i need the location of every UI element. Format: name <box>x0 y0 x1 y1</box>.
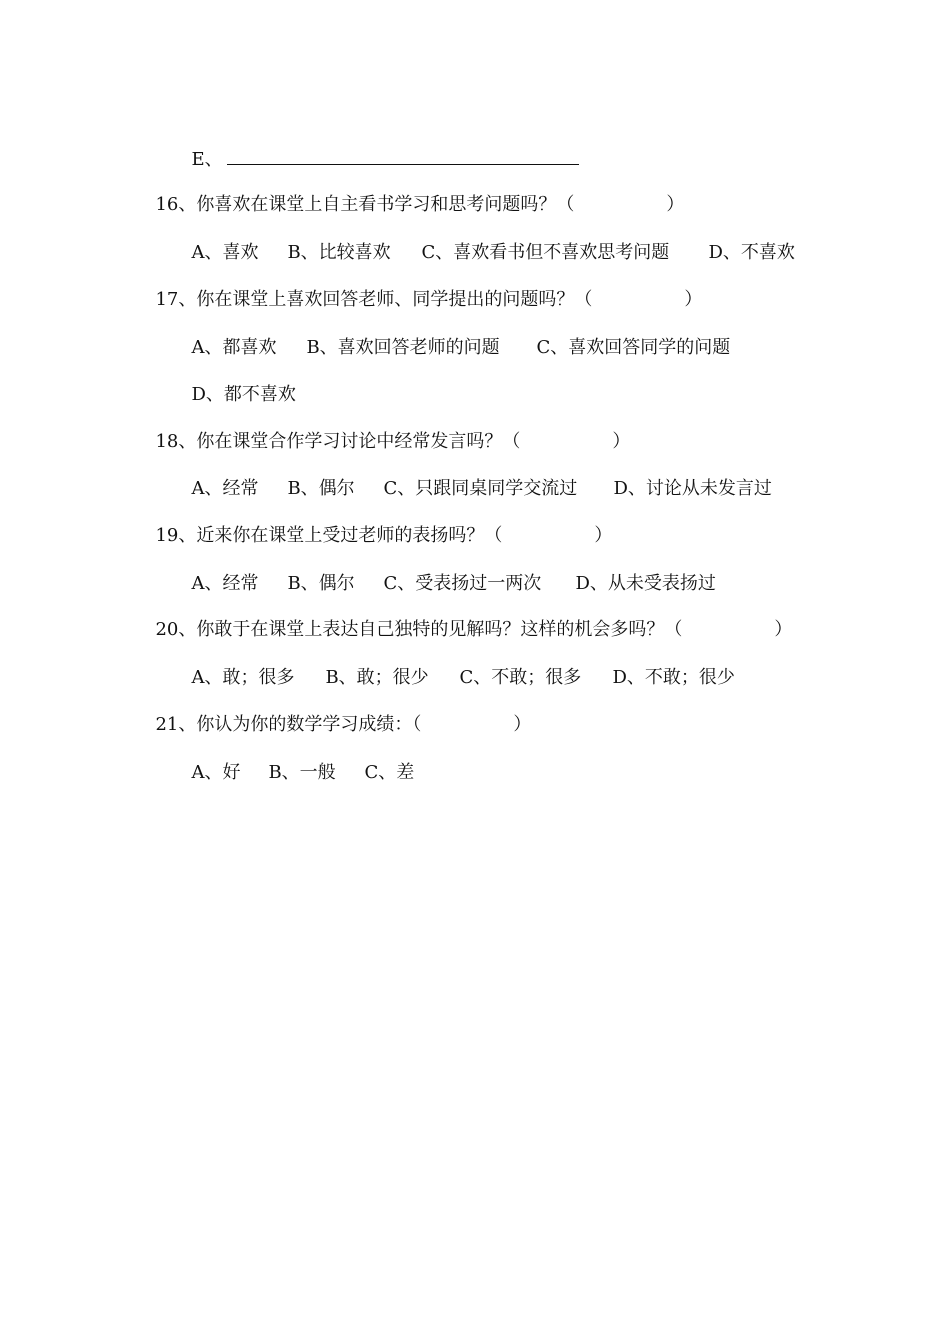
question-19-options <box>180 551 716 595</box>
question-close-paren: ） <box>513 714 532 735</box>
question-close-paren: ） <box>594 525 613 546</box>
question-stem: 18、你在课堂合作学习讨论中经常发言吗？（ <box>155 431 521 452</box>
option[interactable]: D、不喜欢 <box>708 242 795 263</box>
option[interactable]: D、从未受表扬过 <box>575 573 716 594</box>
option[interactable]: C、受表扬过一两次 <box>383 573 542 594</box>
option[interactable]: C、只跟同桌同学交流过 <box>383 478 578 499</box>
question-17-options-row1 <box>180 315 730 359</box>
question-stem: 21、你认为你的数学学习成绩：（ <box>155 714 422 735</box>
option[interactable]: A、好 <box>191 762 241 783</box>
option[interactable]: D、不敢；很少 <box>612 667 735 688</box>
question-19 <box>144 503 612 547</box>
option[interactable]: A、敢；很多 <box>191 667 295 688</box>
question-18 <box>144 409 630 453</box>
question-18-options <box>180 456 772 500</box>
option[interactable]: B、比较喜欢 <box>287 242 391 263</box>
option[interactable]: A、经常 <box>191 478 259 499</box>
question-20-options <box>180 645 735 689</box>
option[interactable]: A、喜欢 <box>191 242 259 263</box>
question-close-paren: ） <box>666 194 685 215</box>
option[interactable]: C、不敢；很多 <box>459 667 582 688</box>
question-16 <box>144 172 684 216</box>
option[interactable]: A、都喜欢 <box>191 337 277 358</box>
option[interactable]: B、偶尔 <box>287 573 355 594</box>
option[interactable]: B、喜欢回答老师的问题 <box>306 337 500 358</box>
question-stem: 16、你喜欢在课堂上自主看书学习和思考问题吗？（ <box>155 194 575 215</box>
option[interactable]: C、喜欢看书但不喜欢思考问题 <box>421 242 670 263</box>
option-e-label: E、 <box>191 149 223 170</box>
option[interactable]: D、都不喜欢 <box>191 384 296 405</box>
option[interactable]: B、敢；很少 <box>325 667 429 688</box>
question-close-paren: ） <box>612 431 631 452</box>
option[interactable]: B、一般 <box>268 762 336 783</box>
question-21-options <box>180 740 414 784</box>
question-close-paren: ） <box>774 619 793 640</box>
question-16-options <box>180 220 795 264</box>
question-stem: 19、近来你在课堂上受过老师的表扬吗？（ <box>155 525 503 546</box>
option[interactable]: B、偶尔 <box>287 478 355 499</box>
question-close-paren: ） <box>684 289 703 310</box>
option[interactable]: C、差 <box>364 762 415 783</box>
answer-blank-line[interactable] <box>227 150 579 165</box>
option[interactable]: C、喜欢回答同学的问题 <box>536 337 731 358</box>
option[interactable]: A、经常 <box>191 573 259 594</box>
option[interactable]: D、讨论从未发言过 <box>613 478 772 499</box>
question-20 <box>144 597 792 641</box>
question-17-options-row2 <box>180 362 296 406</box>
option-e-line <box>180 127 579 171</box>
question-17 <box>144 267 702 311</box>
question-21 <box>144 692 531 736</box>
question-stem: 17、你在课堂上喜欢回答老师、同学提出的问题吗？（ <box>155 289 593 310</box>
question-stem: 20、你敢于在课堂上表达自己独特的见解吗？这样的机会多吗？（ <box>155 619 683 640</box>
